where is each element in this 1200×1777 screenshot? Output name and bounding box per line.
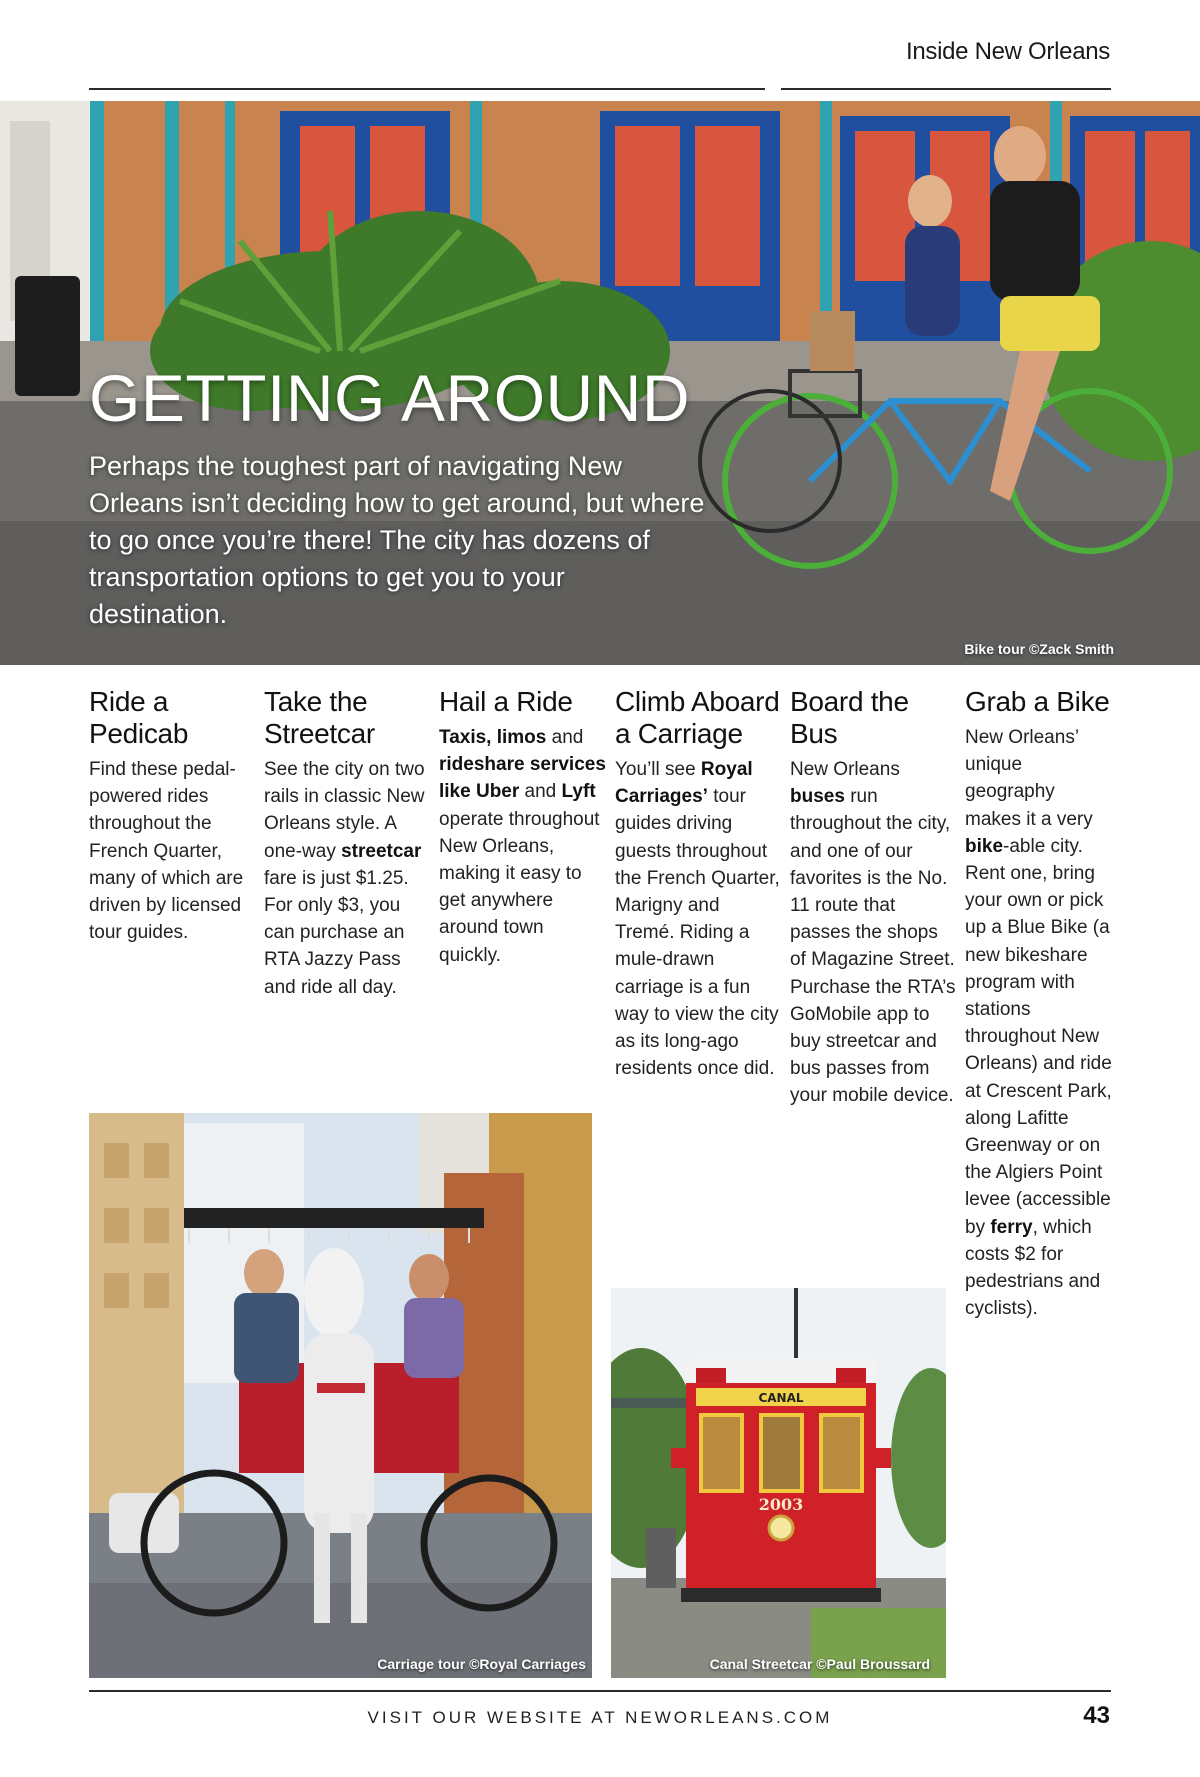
body-text: run throughout the city, and one of our favorites is the No. 11 route that passes the shops of Magazine Street. Purchase the RTA’s GoMobile app to buy streetcar and bus passes from your mobile device. — [790, 786, 956, 1107]
carriage-illustration — [89, 1113, 592, 1678]
column-heading: Grab a Bike — [965, 686, 1110, 717]
body-text: operate throughout New Orleans, making it easy to get anywhere around town quickly. — [439, 808, 600, 966]
carriage-photo — [89, 1113, 592, 1678]
column-body — [965, 724, 1115, 1322]
bold-keyword: Royal Carriages’ — [615, 759, 753, 808]
bold-keyword: bike — [965, 835, 1004, 857]
hero-intro: Perhaps the toughest part of navigating New Orleans isn’t deciding how to get around, but where to go once you’re there! The city has dozens of transportation options to get you to your destination. — [89, 451, 705, 629]
streetcar-photo-credit: Canal Streetcar ©Paul Broussard — [709, 1656, 930, 1672]
hero-photo — [0, 101, 1200, 665]
body-text: New Orleans — [790, 759, 900, 780]
column-heading: Take the Streetcar — [264, 686, 375, 749]
column-bus — [790, 686, 958, 1110]
column-body — [790, 756, 958, 1110]
body-text: and — [546, 727, 584, 748]
carriage-photo-credit: Carriage tour ©Royal Carriages — [377, 1656, 586, 1672]
body-text: Find these pedal-powered rides throughout the French Quarter, many of which are driven by licensed tour guides. — [89, 759, 244, 944]
body-text: and — [519, 781, 562, 803]
footer-rule — [89, 1690, 1111, 1692]
bold-keyword: Lyft — [561, 781, 596, 803]
bold-keyword: buses — [790, 786, 845, 808]
body-text: See the city on two rails in classic New Orleans style. A one-way — [264, 759, 425, 862]
body-text: tour guides driving guests throughout the French Quarter, Marigny and Tremé. Riding a mule-drawn carriage is a fun way to view the city as its long-ago residents once did. — [615, 786, 780, 1080]
column-pedicab — [89, 686, 257, 946]
streetcar-destination-sign: CANAL — [758, 1391, 804, 1405]
hero-photo-credit: Bike tour ©Zack Smith — [964, 641, 1114, 657]
body-text: -able city. Rent one, bring your own or pick up a Blue Bike (a new bikeshare program with stations throughout New Orleans) and ride at Crescent Park, along Lafitte Greenway or on the Algiers Point levee (accessible by — [965, 835, 1112, 1238]
body-text: New Orleans’ unique geography makes it a very — [965, 727, 1093, 830]
column-body — [439, 724, 607, 969]
column-body — [264, 756, 432, 1001]
streetcar-photo — [611, 1288, 946, 1678]
column-carriage — [615, 686, 783, 1082]
bold-keyword: streetcar — [341, 840, 422, 862]
bold-keyword: rideshare services like Uber — [439, 754, 606, 803]
body-text: , which costs $2 for pedestrians and cyclists). — [965, 1216, 1101, 1320]
header-rule-right — [781, 88, 1111, 90]
page-title: GETTING AROUND — [89, 361, 691, 435]
body-text: fare is just $1.25. For only $3, you can purchase an RTA Jazzy Pass and ride all day. — [264, 867, 409, 998]
page-number: 43 — [1083, 1702, 1110, 1729]
column-streetcar — [264, 686, 432, 1001]
header-rule-left — [89, 88, 765, 90]
streetcar-illustration — [611, 1288, 946, 1678]
bold-keyword: ferry — [990, 1216, 1033, 1238]
column-hail-ride — [439, 686, 607, 969]
column-bike — [965, 686, 1115, 1322]
body-text: You’ll see — [615, 759, 701, 780]
column-body — [89, 756, 257, 946]
column-heading: Climb Aboard a Carriage — [615, 686, 780, 749]
streetcar-number: 2003 — [758, 1495, 804, 1514]
bold-keyword: Taxis, limos — [439, 727, 547, 748]
column-heading: Hail a Ride — [439, 686, 573, 717]
column-body — [615, 756, 783, 1082]
column-heading: Ride a Pedicab — [89, 686, 189, 749]
section-label: Inside New Orleans — [905, 38, 1110, 65]
column-heading: Board the Bus — [790, 686, 909, 749]
website-link[interactable]: VISIT OUR WEBSITE AT NEWORLEANS.COM — [367, 1708, 833, 1727]
